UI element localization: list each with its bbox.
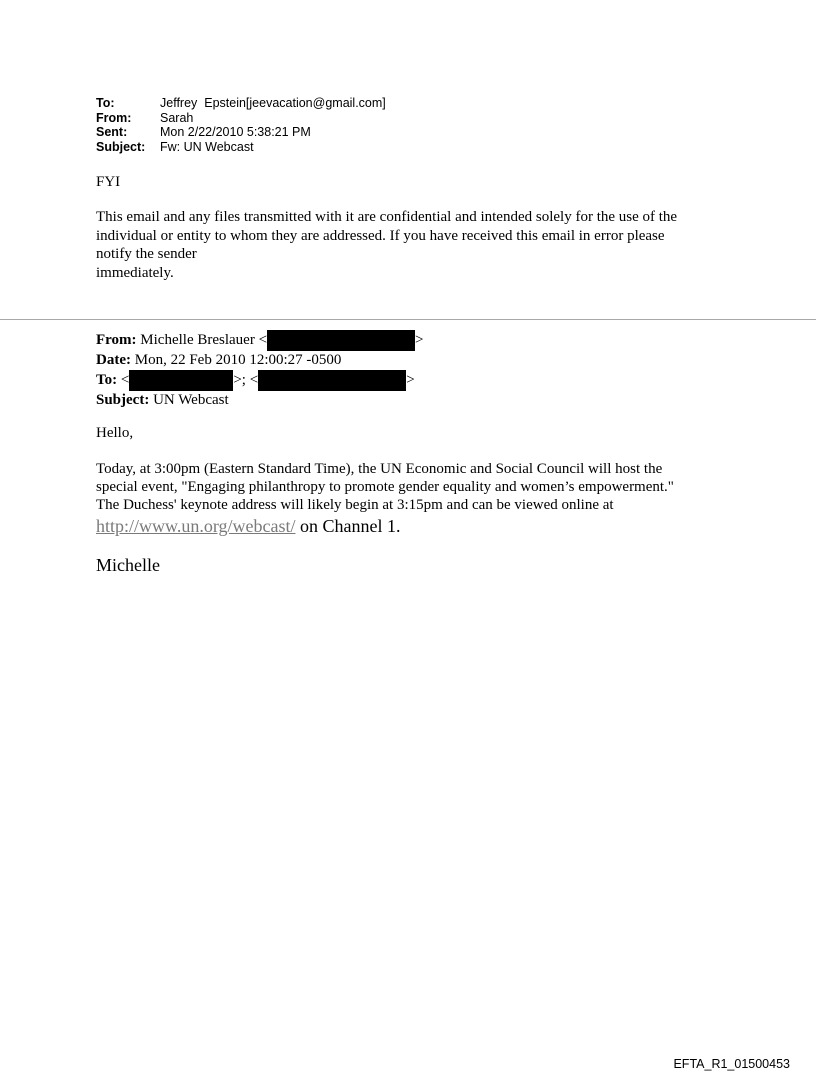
from-label: From: [96,110,132,125]
subject-value: Fw: UN Webcast [160,139,254,154]
fyi-note: FYI [96,174,121,190]
separator-line [0,319,816,320]
redaction-block [267,330,415,351]
body-line: Today, at 3:00pm (Eastern Standard Time), the UN Economic and Social Council will host the [96,461,663,477]
body-link-line [96,515,674,537]
signoff: Michelle [96,555,160,575]
fwd-to-sep: >; < [233,371,259,388]
fwd-subject-value: UN Webcast [153,391,229,408]
fwd-to-row [96,370,424,391]
forwarded-header [96,330,424,409]
link-suffix: on Channel 1. [295,516,401,536]
disclaimer-line: immediately. [96,264,174,281]
sent-value: Mon 2/22/2010 5:38:21 PM [160,125,311,139]
confidentiality-disclaimer [96,208,736,282]
header-to-row [96,96,386,111]
redaction-block [129,370,233,391]
fwd-to-label: To: [96,371,118,388]
fwd-from-label: From: [96,331,137,348]
sent-label: Sent: [96,125,128,139]
email-header [96,96,386,154]
document-id-footer: EFTA_R1_01500453 [673,1057,790,1071]
fwd-date-value: Mon, 22 Feb 2010 12:00:27 -0500 [134,352,342,368]
body-line: The Duchess' keynote address will likely begin at 3:15pm and can be viewed online at [96,497,614,513]
redaction-block [258,370,406,391]
fwd-date-row [96,351,424,370]
disclaimer-line: This email and any files transmitted with it are confidential and intended solely for the use of the [96,209,678,225]
fwd-from-close: > [415,331,424,348]
to-label: To: [96,96,115,110]
fwd-date-label: Date: [96,352,131,368]
fwd-subject-label: Subject: [96,391,150,408]
fwd-to-close: > [406,371,415,388]
disclaimer-line: individual or entity to whom they are addressed. If you have received this email in error please [96,227,665,244]
fwd-from-row [96,330,424,351]
subject-label: Subject: [96,139,146,154]
to-value: Jeffrey Epstein[jeevacation@gmail.com] [160,96,386,110]
message-body [96,460,674,537]
disclaimer-line: notify the sender [96,246,197,262]
webcast-link[interactable]: http://www.un.org/webcast/ [96,516,296,536]
header-from-row [96,111,386,126]
fwd-from-name: Michelle Breslauer < [140,331,268,348]
fwd-to-open: < [120,371,130,388]
body-line: special event, "Engaging philanthropy to promote gender equality and women’s empowerment." [96,479,674,495]
header-sent-row [96,125,386,140]
from-value: Sarah [160,110,194,125]
header-subject-row [96,140,386,155]
fwd-subject-row [96,391,424,410]
greeting: Hello, [96,425,134,441]
